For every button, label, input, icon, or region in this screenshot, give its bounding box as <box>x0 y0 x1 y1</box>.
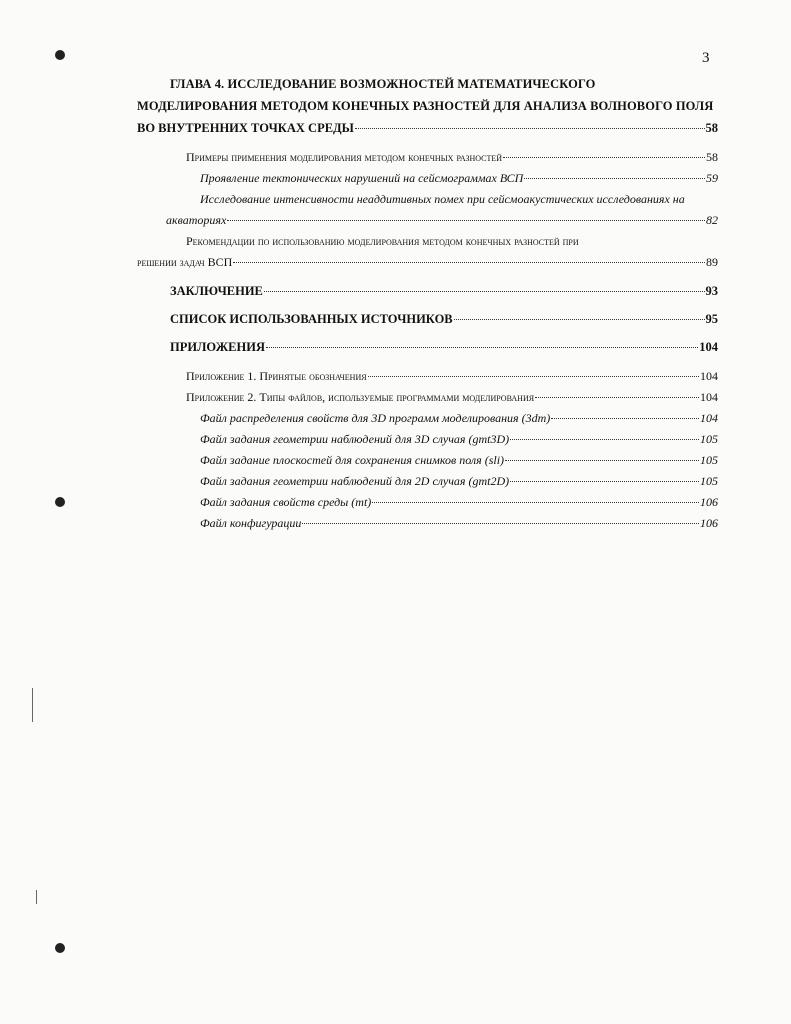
toc-page-number: 104 <box>699 340 718 354</box>
dot-leader <box>368 376 699 377</box>
toc-entry-label: Приложение 2. Типы файлов, используемые программами моделирования <box>186 390 535 404</box>
dot-leader <box>503 157 705 158</box>
toc-page-number: 105 <box>700 432 718 446</box>
toc-entry-noise-line1: Исследование интенсивности неаддитивных помех при сейсмоакустических исследованиях на <box>200 192 685 206</box>
toc-entry-file-mt[interactable] <box>200 495 718 509</box>
toc-entry-label: ВО ВНУТРЕННИХ ТОЧКАХ СРЕДЫ <box>137 121 354 135</box>
toc-page-number: 105 <box>700 453 718 467</box>
chapter4-title-line2: МОДЕЛИРОВАНИЯ МЕТОДОМ КОНЕЧНЫХ РАЗНОСТЕЙ ДЛЯ АНАЛИЗА ВОЛНОВОГО ПОЛЯ <box>137 99 714 113</box>
toc-entry-recommend[interactable] <box>137 255 718 269</box>
toc-entry-label: Файл задания геометрии наблюдений для 2D случая (gmt2D) <box>200 474 510 488</box>
toc-entry-appendices[interactable] <box>170 340 718 354</box>
punch-hole-middle <box>55 497 65 507</box>
toc-entry-label: ПРИЛОЖЕНИЯ <box>170 340 265 354</box>
toc-page-number: 105 <box>700 474 718 488</box>
dot-leader <box>510 439 699 440</box>
dot-leader <box>510 481 699 482</box>
toc-entry-label: Файл распределения свойств для 3D программ моделирования (3dm) <box>200 411 551 425</box>
punch-hole-bottom <box>55 943 65 953</box>
toc-entry-appendix1[interactable] <box>186 369 718 383</box>
dot-leader <box>454 319 705 320</box>
toc-entry-recommend-line1: Рекомендации по использованию моделирования методом конечных разностей при <box>186 234 579 248</box>
chapter4-title-line1: ГЛАВА 4. ИССЛЕДОВАНИЕ ВОЗМОЖНОСТЕЙ МАТЕМАТИЧЕСКОГО <box>170 77 596 91</box>
toc-page-number: 93 <box>705 284 718 298</box>
toc-entry-file-3dm[interactable] <box>200 411 718 425</box>
dot-leader <box>302 523 699 524</box>
dot-leader <box>355 128 705 129</box>
toc-entry-conclusion[interactable] <box>170 284 718 298</box>
punch-hole-top <box>55 50 65 60</box>
dot-leader <box>233 262 705 263</box>
dot-leader <box>227 220 705 221</box>
toc-entry-label: Приложение 1. Принятые обозначения <box>186 369 367 383</box>
toc-entry-file-gmt2d[interactable] <box>200 474 718 488</box>
toc-page-number: 104 <box>700 390 718 404</box>
toc-page-number: 82 <box>706 213 718 227</box>
dot-leader <box>266 347 698 348</box>
toc-page-number: 89 <box>706 255 718 269</box>
scan-edge-mark <box>32 688 33 722</box>
toc-page-number: 106 <box>700 516 718 530</box>
toc-entry-label: решении задач ВСП <box>137 255 233 269</box>
toc-page-number: 104 <box>700 411 718 425</box>
toc-entry-examples[interactable] <box>186 150 718 164</box>
toc-entry-label: Примеры применения моделирования методом конечных разностей <box>186 150 503 164</box>
dot-leader <box>524 178 705 179</box>
toc-page-number: 59 <box>706 171 718 185</box>
toc-entry-label: акваториях <box>166 213 227 227</box>
toc-entry-label: Файл задания геометрии наблюдений для 3D случая (gmt3D) <box>200 432 510 446</box>
dot-leader <box>551 418 699 419</box>
toc-entry-appendix2[interactable] <box>186 390 718 404</box>
toc-entry-label: Файл задание плоскостей для сохранения снимков поля (sli) <box>200 453 505 467</box>
dot-leader <box>372 502 699 503</box>
toc-page-number: 104 <box>700 369 718 383</box>
toc-page-number: 106 <box>700 495 718 509</box>
toc-entry-sources[interactable] <box>170 312 718 326</box>
toc-entry-label: ЗАКЛЮЧЕНИЕ <box>170 284 263 298</box>
toc-entry-tectonic[interactable] <box>200 171 718 185</box>
toc-entry-file-config[interactable] <box>200 516 718 530</box>
toc-page-number: 95 <box>705 312 718 326</box>
toc-entry-label: Проявление тектонических нарушений на сейсмограммах ВСП <box>200 171 524 185</box>
toc-page-number: 58 <box>706 150 718 164</box>
dot-leader <box>264 291 705 292</box>
toc-entry-label: Файл задания свойств среды (mt) <box>200 495 372 509</box>
dot-leader <box>535 397 699 398</box>
toc-entry-chapter4[interactable] <box>137 121 718 135</box>
scan-edge-mark <box>36 890 37 904</box>
toc-page-number: 58 <box>705 121 718 135</box>
toc-entry-file-gmt3d[interactable] <box>200 432 718 446</box>
toc-entry-noise[interactable] <box>166 213 718 227</box>
toc-entry-file-sli[interactable] <box>200 453 718 467</box>
page-number: 3 <box>702 50 710 66</box>
dot-leader <box>505 460 699 461</box>
toc-entry-label: СПИСОК ИСПОЛЬЗОВАННЫХ ИСТОЧНИКОВ <box>170 312 453 326</box>
toc-entry-label: Файл конфигурации <box>200 516 302 530</box>
